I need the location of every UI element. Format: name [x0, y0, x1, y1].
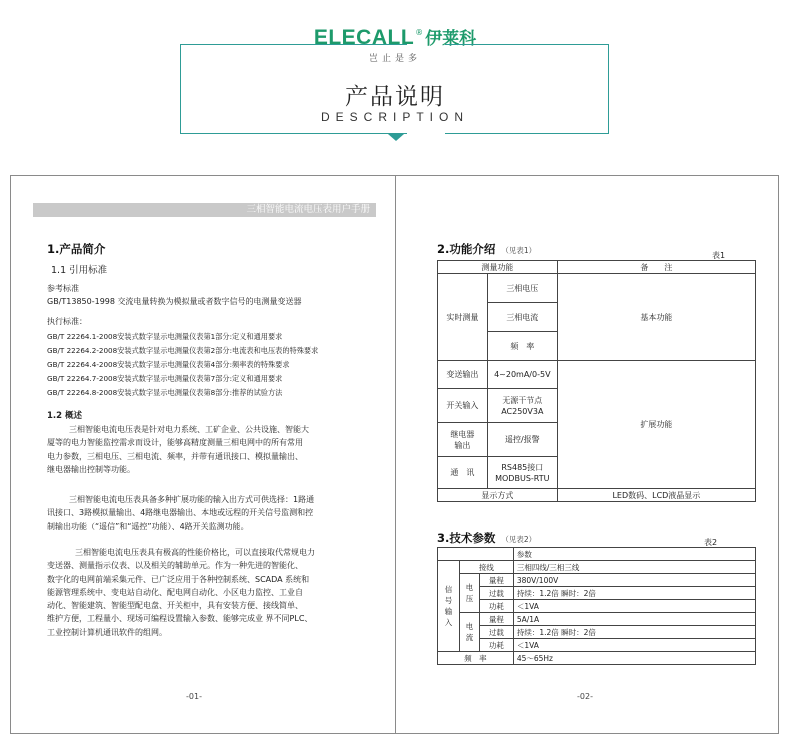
text-line: 工业控制计算机通讯软件的组网。	[47, 627, 167, 637]
table-cell: 三相电流	[487, 303, 557, 332]
registered-mark: ®	[415, 28, 424, 37]
table-cell: 持续：1.2倍 瞬时：2倍	[513, 626, 755, 639]
table-cell: 遥控/报警	[487, 423, 557, 457]
page-subtitle: DESCRIPTION	[320, 110, 469, 124]
cell-line: AC250V3A	[501, 406, 544, 416]
table-cell: 45～65Hz	[513, 652, 755, 665]
reference-standard: GB/T13850-1998 交流电量转换为模拟量或者数字信号的电测量变送器	[47, 297, 302, 306]
table-cell	[487, 389, 557, 423]
text-line: 电力参数，三相电压、三相电流、频率，并带有通讯接口、模拟量输出、	[47, 451, 303, 461]
running-head: 三相智能电流电压表用户手册	[33, 203, 376, 217]
section-3-title	[437, 530, 536, 546]
table-cell: 扩展功能	[557, 361, 755, 489]
section-1-2-title: 1.2 概述	[47, 411, 83, 421]
cell-line: 无源干节点	[502, 395, 543, 405]
table-cell: ＜1VA	[513, 600, 755, 613]
cell-line: 输	[444, 607, 453, 616]
cell-line: 入	[444, 618, 453, 627]
table-cell: 功耗	[479, 600, 513, 613]
overview-paragraph-3	[47, 546, 377, 639]
table-cell: 频 率	[487, 332, 557, 361]
table-cell: 实时测量	[438, 274, 488, 361]
table-cell: 5A/1A	[513, 613, 755, 626]
brand-slogan: 岂止是多	[368, 54, 421, 64]
text-line: 厦等的电力智能监控需求而设计，能够高精度测量三相电网中的所有常用	[47, 438, 303, 448]
text-line: 制输出功能（“遥信”和“遥控”功能）、4路开关监测功能。	[47, 521, 249, 531]
page-number-right: -02-	[577, 692, 593, 701]
section-3-title-text: 3.技术参数	[437, 531, 496, 545]
table-header: 备 注	[557, 261, 755, 274]
triangle-pointer-icon	[388, 134, 404, 141]
table-cell	[459, 613, 479, 652]
text-line: 三相智能电流电压表是针对电力系统、工矿企业、公共设施、智能大	[69, 425, 309, 434]
section-3-hint: （见表2）	[501, 535, 537, 544]
section-2-title-text: 2.功能介绍	[437, 242, 496, 256]
table-cell	[438, 423, 488, 457]
table-cell: 频 率	[438, 652, 514, 665]
execution-standard: GB/T 22264.8-2008安装式数字显示电测量仪表第8部分:推荐的试验方法	[47, 388, 283, 397]
page-number-left: -01-	[186, 692, 202, 701]
text-line: 三相智能电流电压表具备多种扩展功能的输入出方式可供选择：1路通	[69, 495, 315, 504]
table-cell: 显示方式	[438, 489, 558, 502]
text-line: 动化、智能建筑、智能型配电盘、开关柜中，具有安装方便、接线简单、	[47, 601, 303, 611]
section-1-1-title: 1.1 引用标准	[51, 265, 108, 276]
table-2-caption: 表2	[704, 538, 718, 547]
table-cell: 过载	[479, 587, 513, 600]
table-cell	[459, 574, 479, 613]
section-2-title	[437, 241, 536, 257]
cell-line: 继电器	[450, 429, 475, 439]
table-cell: 通 讯	[438, 457, 488, 489]
cell-line: 输出	[454, 440, 471, 450]
execution-standard: GB/T 22264.1-2008安装式数字显示电测量仪表第1部分:定义和通用要求	[47, 332, 283, 341]
table-cell: 基本功能	[557, 274, 755, 361]
table-cell: 开关输入	[438, 389, 488, 423]
cell-line: 压	[465, 594, 474, 603]
table-1-caption: 表1	[712, 251, 726, 260]
cell-line: 信	[444, 585, 453, 594]
table-header: 测量功能	[438, 261, 558, 274]
table-cell: LED数码、LCD液晶显示	[557, 489, 755, 502]
section-1-title: 1.产品简介	[47, 242, 106, 256]
cell-line: RS485接口	[501, 462, 544, 472]
text-line: 变送器、测量指示仪表、以及相关的辅助单元。作为一种先进的智能化、	[47, 561, 303, 571]
text-line: 继电器输出控制等功能。	[47, 464, 135, 474]
text-line: 三相智能电流电压表具有极高的性能价格比，可以直接取代常规电力	[75, 548, 315, 557]
table-cell: 接线	[459, 561, 513, 574]
section-2-hint: （见表1）	[501, 246, 537, 255]
execution-label: 执行标准：	[47, 317, 87, 326]
table-cell: 三相四线/三相三线	[513, 561, 755, 574]
table-cell: 4~20mA/0-5V	[487, 361, 557, 389]
cell-line: 流	[465, 633, 474, 642]
table-cell	[487, 457, 557, 489]
table-header: 参数	[513, 548, 755, 561]
brand-name-en: ELECALL	[313, 26, 415, 49]
table-cell: ＜1VA	[513, 639, 755, 652]
overview-paragraph-2	[47, 493, 377, 533]
cell-line: 电	[465, 583, 474, 592]
brand-name-cn: 伊莱科	[425, 29, 477, 49]
table-cell: 功耗	[479, 639, 513, 652]
parameter-table	[437, 547, 756, 665]
execution-standard: GB/T 22264.4-2008安装式数字显示电测量仪表第4部分:频率表的特殊要求	[47, 360, 290, 369]
text-line: 数字化的电网前端采集元件、已广泛应用于各种控制系统、SCADA 系统和	[47, 574, 310, 584]
table-cell: 过载	[479, 626, 513, 639]
table-cell: 380V/100V	[513, 574, 755, 587]
execution-standard: GB/T 22264.2-2008安装式数字显示电测量仪表第2部分:电流表和电压表的特殊要求	[47, 346, 319, 355]
table-cell: 三相电压	[487, 274, 557, 303]
table-cell: 变送输出	[438, 361, 488, 389]
page-divider	[395, 175, 396, 734]
overview-paragraph-1	[47, 423, 377, 476]
text-line: 维护方便，工程量小、现场可编程设置输入参数、能够完成业 界不同PLC、	[47, 614, 313, 624]
cell-line: 电	[465, 622, 474, 631]
execution-standard: GB/T 22264.7-2008安装式数字显示电测量仪表第7部分:定义和通用要求	[47, 374, 283, 383]
text-line: 讯接口、3路模拟量输出、4路继电器输出、本地或远程的开关信号监测和控	[47, 508, 314, 518]
cell-line: MODBUS-RTU	[495, 473, 550, 483]
function-table	[437, 260, 756, 502]
table-cell: 持续：1.2倍 瞬时：2倍	[513, 587, 755, 600]
table-cell	[438, 548, 514, 561]
reference-label: 参考标准	[47, 284, 79, 293]
page-title: 产品说明	[345, 84, 445, 110]
table-cell: 量程	[479, 613, 513, 626]
text-line: 能源管理系统中、变电站自动化、配电网自动化、小区电力监控、工业自	[47, 587, 303, 597]
table-cell: 量程	[479, 574, 513, 587]
cell-line: 号	[444, 596, 453, 605]
table-cell	[438, 561, 460, 652]
